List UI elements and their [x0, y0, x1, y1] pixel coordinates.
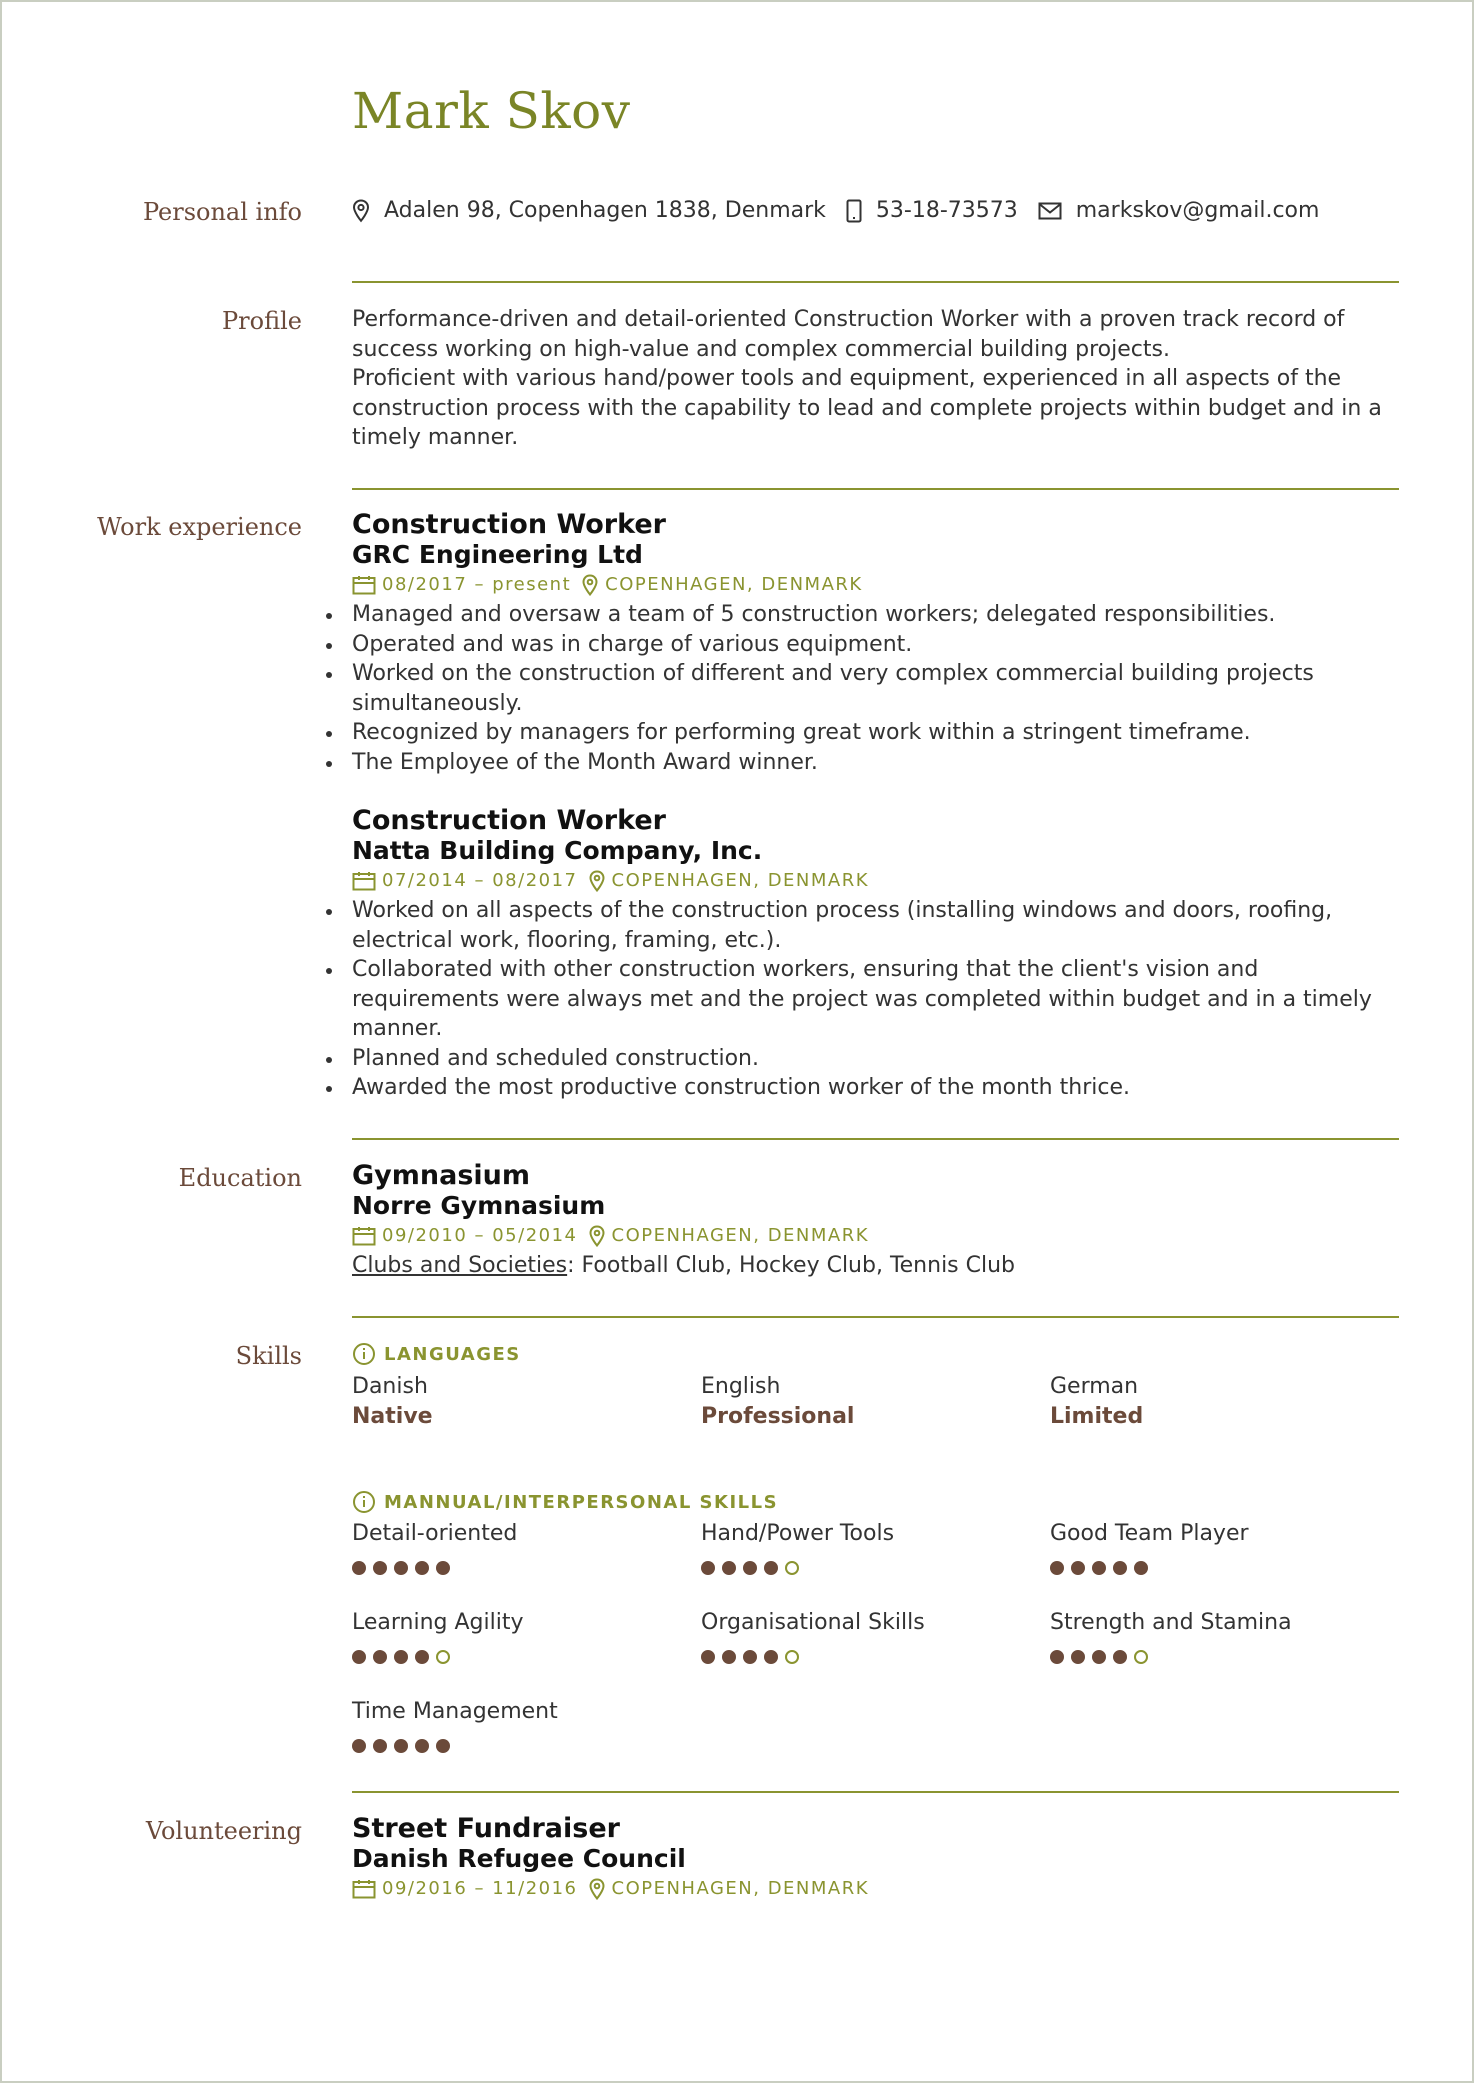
language-level: Professional [701, 1403, 855, 1429]
skill-rating [352, 1650, 701, 1664]
rating-dot-filled [373, 1561, 387, 1575]
list-item: Collaborated with other construction workers, ensuring that the client's vision and requirements were always met and the project was completed within budget and in a timely manner. [352, 955, 1399, 1044]
rating-dot-filled [722, 1561, 736, 1575]
divider [352, 1138, 1399, 1140]
language-name: Danish [352, 1374, 428, 1399]
volunteering-entry [352, 1814, 1399, 1904]
rating-dot-filled [1071, 1561, 1085, 1575]
rating-dot-filled [743, 1650, 757, 1664]
divider [352, 281, 1399, 283]
rating-dot-filled [743, 1561, 757, 1575]
job-title: Construction Worker [352, 805, 666, 836]
location-pin-icon [581, 574, 599, 596]
calendar-icon [352, 1226, 376, 1246]
rating-dot-filled [394, 1739, 408, 1753]
clubs-text: : Football Club, Hockey Club, Tennis Club [567, 1253, 1016, 1278]
skill-item [352, 1608, 701, 1697]
location-pin-icon [588, 1878, 606, 1900]
skill-name: Detail-oriented [352, 1521, 518, 1546]
calendar-icon [352, 871, 376, 891]
education-meta [352, 1221, 1399, 1251]
rating-dot-filled [764, 1650, 778, 1664]
rating-dot-filled [701, 1650, 715, 1664]
job-meta [352, 866, 1399, 896]
job-location: COPENHAGEN, DENMARK [605, 574, 863, 595]
rating-dot-filled [1050, 1650, 1064, 1664]
languages-grid [352, 1372, 1399, 1431]
rating-dot-filled [1113, 1561, 1127, 1575]
clubs-label: Clubs and Societies [352, 1253, 568, 1278]
work-entry-2 [352, 806, 1399, 1103]
rating-dot-filled [415, 1561, 429, 1575]
info-icon [352, 1342, 376, 1366]
list-item: Recognized by managers for performing great work within a stringent timeframe. [352, 718, 1399, 748]
personal-info [352, 198, 1399, 223]
rating-dot-filled [701, 1561, 715, 1575]
volunteer-meta [352, 1874, 1399, 1904]
language-name: English [701, 1374, 781, 1399]
list-item: Awarded the most productive construction worker of the month thrice. [352, 1073, 1399, 1103]
divider [352, 1791, 1399, 1793]
languages-heading [352, 1342, 1399, 1366]
skill-name: Strength and Stamina [1050, 1610, 1292, 1635]
language-level: Native [352, 1403, 433, 1429]
section-label-education: Education [178, 1164, 302, 1192]
address-item [352, 198, 826, 223]
manual-skills-heading-text: MANNUAL/INTERPERSONAL SKILLS [384, 1491, 779, 1513]
rating-dot-empty [785, 1561, 799, 1575]
rating-dot-filled [1071, 1650, 1085, 1664]
manual-skills-heading [352, 1490, 1399, 1514]
degree-title: Gymnasium [352, 1160, 531, 1191]
phone-text: 53-18-73573 [875, 198, 1018, 223]
skill-name: Hand/Power Tools [701, 1521, 895, 1546]
rating-dot-filled [436, 1561, 450, 1575]
location-pin-icon [588, 1225, 606, 1247]
work-entry-1 [352, 510, 1399, 777]
skill-rating [701, 1561, 1050, 1575]
candidate-name: Mark Skov [352, 82, 631, 140]
skill-item [1050, 1608, 1399, 1697]
location-pin-icon [588, 870, 606, 892]
rating-dot-filled [722, 1650, 736, 1664]
volunteer-dates: 09/2016 – 11/2016 [382, 1878, 578, 1899]
list-item: The Employee of the Month Award winner. [352, 748, 1399, 778]
job-dates: 08/2017 – present [382, 574, 572, 595]
rating-dot-filled [373, 1650, 387, 1664]
clubs-line [352, 1251, 1399, 1281]
languages-heading-text: LANGUAGES [384, 1343, 521, 1365]
school-name: Norre Gymnasium [352, 1191, 606, 1220]
language-level: Limited [1050, 1403, 1144, 1429]
language-item [352, 1372, 701, 1431]
divider [352, 1316, 1399, 1318]
address-text: Adalen 98, Copenhagen 1838, Denmark [384, 198, 826, 223]
rating-dot-empty [785, 1650, 799, 1664]
profile-paragraph-1: Performance-driven and detail-oriented Construction Worker with a proven track record of success working on high-value and complex commercial building projects. [352, 307, 1345, 362]
skill-name: Good Team Player [1050, 1521, 1249, 1546]
job-bullets [352, 600, 1399, 777]
email-text: markskov@gmail.com [1075, 198, 1320, 223]
skill-name: Learning Agility [352, 1610, 524, 1635]
language-item [1050, 1372, 1399, 1431]
rating-dot-empty [1134, 1650, 1148, 1664]
education-entry [352, 1161, 1399, 1281]
rating-dot-filled [1113, 1650, 1127, 1664]
rating-dot-filled [1092, 1650, 1106, 1664]
skill-rating [352, 1561, 701, 1575]
job-meta [352, 570, 1399, 600]
volunteer-org: Danish Refugee Council [352, 1844, 686, 1873]
job-title: Construction Worker [352, 509, 666, 540]
rating-dot-filled [394, 1561, 408, 1575]
email-item [1038, 198, 1320, 223]
skills-section [352, 1342, 1399, 1786]
volunteer-location: COPENHAGEN, DENMARK [611, 1878, 870, 1899]
mail-icon [1038, 202, 1062, 220]
skill-rating [1050, 1561, 1399, 1575]
info-icon [352, 1490, 376, 1514]
rating-dot-filled [1134, 1561, 1148, 1575]
skill-item [701, 1608, 1050, 1697]
company-name: GRC Engineering Ltd [352, 540, 643, 569]
rating-dot-empty [436, 1650, 450, 1664]
section-label-work-experience: Work experience [97, 513, 302, 541]
phone-icon [846, 199, 862, 223]
skill-rating [701, 1650, 1050, 1664]
rating-dot-filled [394, 1650, 408, 1664]
job-location: COPENHAGEN, DENMARK [611, 870, 870, 891]
skill-item [352, 1519, 701, 1608]
rating-dot-filled [1092, 1561, 1106, 1575]
skill-rating [352, 1739, 701, 1753]
rating-dot-filled [764, 1561, 778, 1575]
rating-dot-filled [352, 1739, 366, 1753]
phone-item [846, 198, 1018, 223]
calendar-icon [352, 1879, 376, 1899]
rating-dot-filled [436, 1739, 450, 1753]
skill-item [1050, 1519, 1399, 1608]
list-item: Operated and was in charge of various equipment. [352, 630, 1399, 660]
profile-section [352, 305, 1399, 453]
rating-dot-filled [415, 1650, 429, 1664]
skill-item [701, 1519, 1050, 1608]
skill-name: Time Management [352, 1699, 558, 1724]
section-label-personal-info: Personal info [142, 198, 302, 226]
skill-rating [1050, 1650, 1399, 1664]
calendar-icon [352, 575, 376, 595]
volunteer-role: Street Fundraiser [352, 1813, 620, 1844]
manual-skills-grid [352, 1519, 1399, 1786]
list-item: Managed and oversaw a team of 5 construction workers; delegated responsibilities. [352, 600, 1399, 630]
rating-dot-filled [352, 1561, 366, 1575]
rating-dot-filled [352, 1650, 366, 1664]
rating-dot-filled [1050, 1561, 1064, 1575]
divider [352, 488, 1399, 490]
language-item [701, 1372, 1050, 1431]
location-pin-icon [352, 199, 370, 223]
company-name: Natta Building Company, Inc. [352, 836, 763, 865]
list-item: Worked on all aspects of the construction process (installing windows and doors, roofing, electrical work, flooring, framing, etc.). [352, 896, 1399, 955]
job-bullets [352, 896, 1399, 1103]
rating-dot-filled [373, 1739, 387, 1753]
list-item: Worked on the construction of different and very complex commercial building projects simultaneously. [352, 659, 1399, 718]
list-item: Planned and scheduled construction. [352, 1044, 1399, 1074]
section-label-profile: Profile [222, 307, 302, 335]
language-name: German [1050, 1374, 1139, 1399]
profile-paragraph-2: Proficient with various hand/power tools and equipment, experienced in all aspects of the construction process with the capability to lead and complete projects within budget and in a timely manner. [352, 366, 1382, 450]
skill-item [352, 1697, 701, 1786]
education-location: COPENHAGEN, DENMARK [611, 1225, 870, 1246]
section-label-volunteering: Volunteering [145, 1817, 302, 1845]
rating-dot-filled [415, 1739, 429, 1753]
education-dates: 09/2010 – 05/2014 [382, 1225, 578, 1246]
section-label-skills: Skills [235, 1342, 302, 1370]
job-dates: 07/2014 – 08/2017 [382, 870, 578, 891]
skill-name: Organisational Skills [701, 1610, 925, 1635]
